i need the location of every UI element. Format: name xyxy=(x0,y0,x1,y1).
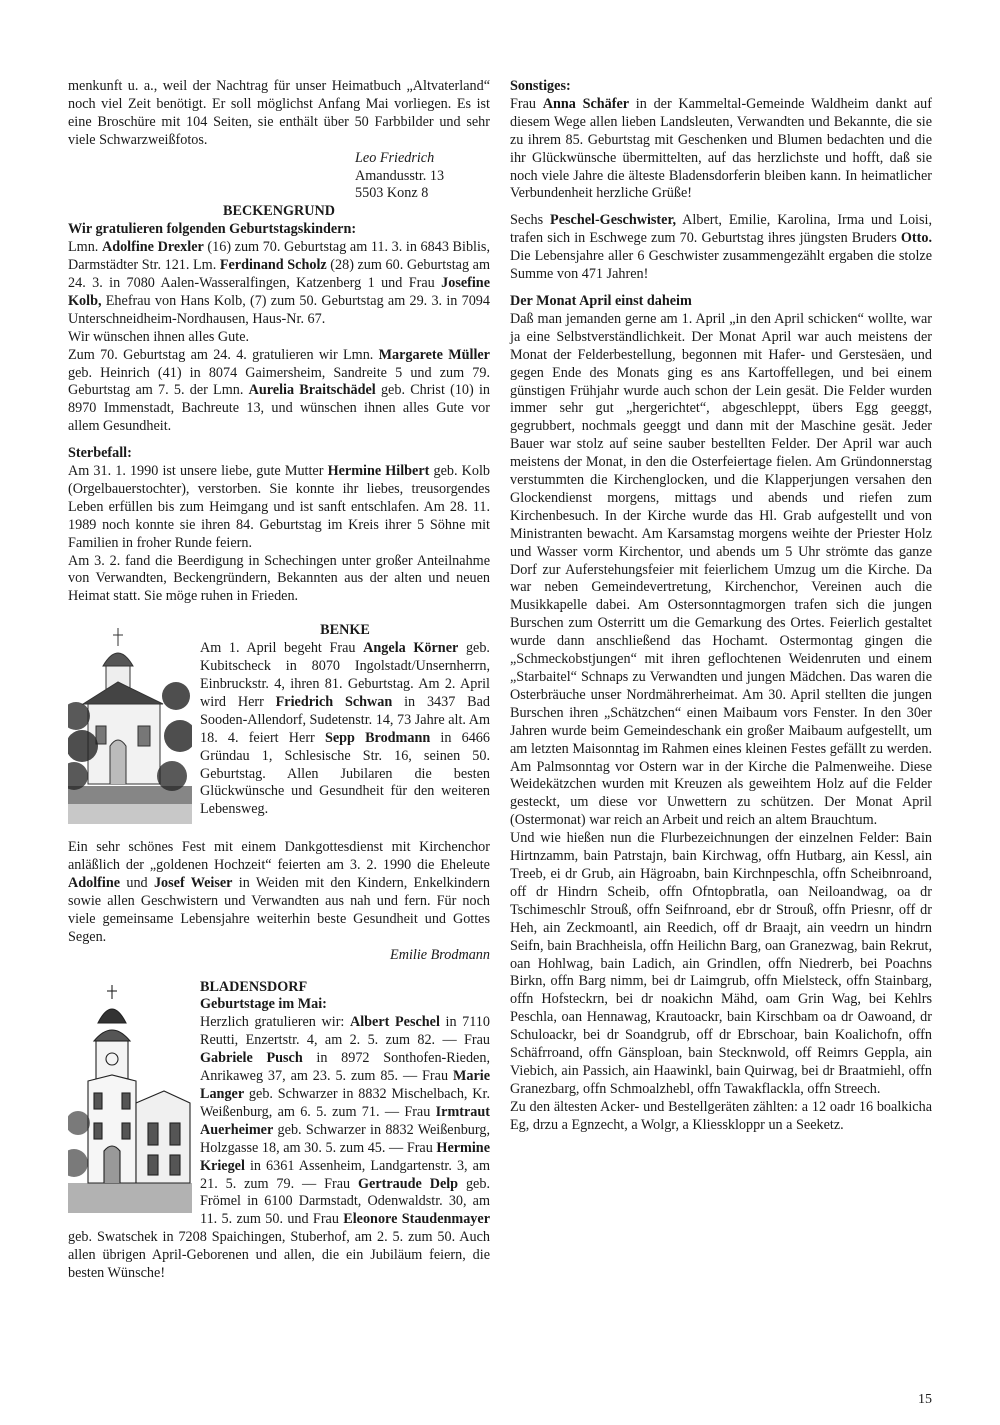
benke-section xyxy=(68,622,490,830)
beckengrund-paragraph-1: Lmn. Adolfine Drexler (16) zum 70. Geburtstag am 11. 3. in 6843 Biblis, Darmstädter Str. 121. Lm. Ferdinand Scholz (28) zum 60. Geburtstag am 24. 3. in 7080 Aalen-Wasseralfingen, Katzenberg 1 und Frau Josefine Kolb, Ehefrau von Hans Kolb, (7) zum 50. Geburtstag am 29. 3. in 7094 Unterschneidheim-Nordhausen, Haus-Nr. 67. xyxy=(68,239,490,327)
april-paragraph-2: Und wie hießen nun die Flurbezeichnungen der einzelnen Felder: Bain Hirtnzamm, bain Patrstajn, bain Kirchwag, offn Hutbarg, ain Kessl, ain Treeb, ei dr Grub, ain Hägroabn, bain Kirchnpeschla, offn Scheibnroand, off dr Hindrn Scheib, offn Ofntopbratla, oan Neiloandwag, oa dr Tschimeschlr Strouß, offn Seifnroand, ebr dr Strouß, offn Priesnr, off dr Heh, ain Zeckmoantl, ain Reedich, off dr Braajt, ain veedrn un hindrn Seifn, bain Brachheisla, offn Heilichn Barg, oan Granezwag, bain Rekrut, oan Hohlwag, bain Ladich, ain Grindlen, offn Niedrerb, bei Poachns Birkn, offn Barg nimm, bei dr Laimgrub, offn Mielsteck, offn Stainbarg, offn Hofsteckrn, bei dr noakichn Mähd, oam Grin Wag, bei Kehlrs Peschla, oan Hennawag, Krautoackr, bain Kirschbam oa dr Oawoand, dr Schuloackr, bei dr Soandgrub, off dr Ebrschoar, bain Koalichofn, offn Schäfrroand, offn Gänsploan, bain Stecknwold, off Reimrs Geppla, ain Viebich, ain Passich, ain Haawinkl, bain Quirwag, bei dr Braatmiehl, offn Granezbarg, offn Schmoalzhebl, offn Tawakflackla, offn Streech. xyxy=(510,830,932,1097)
intro-paragraph: menkunft u. a., weil der Nachtrag für unser Heimatbuch „Altvaterland“ noch viel Zeit benötigt. Er soll möglichst Anfang Mai vorliegen. Es ist eine Broschüre mit 104 Seiten, sie enthält über 50 Farbbilder und sehr viele Schwarzweißfotos. xyxy=(68,78,490,148)
right-column xyxy=(510,78,932,1135)
april-paragraph-1: Daß man jemanden gerne am 1. April „in den April schicken“ wollte, war ja eine Selbstverständlichkeit. Der Monat April war auch meistens der Monat der Felderbestellung, begonnen mit Hafer- und Gerstesäen, und gegen Ende des Monats ging es ans Kartoffellegen, und bei einem günstigen Frühjahr wurde auch schon der Lein gesät. Die Felder wurden immer sehr gut „hergerichtet“, abgeschleppt, übers Egg geeggt, gegrubbert, nochmals geeggt und dann mit der Maschine gesät. Jeder Bauer war stolz auf seine sauber bestellten Felder. Der April war auch meistens der Monat, in den die Osterfeiertage fielen. Am Gründonnerstag verstummten die Kirchenglocken, und die Klapperjungen versahen den Glockendienst morgens, mittags und abends und riefen zum Kirchenbesuch. In der Kirche wurde das Hl. Grab aufgestellt und von Ministranten bewacht. Am Karsamstag morgens weihte der Priester Holz und Wasser vorm Kirchentor, und abends um 5 Uhr strömte das ganze Dorf zur Auferstehungsfeier mit feierlichem Umzug um die Kirche. Da war neben Gemeindevertretung, Kirchenchor, Vereinen auch die Musikkapelle dabei. Am Ostersonntagmorgen trafen sich die jungen Burschen zum Osterritt um die Gemarkung des Ortes. Feierlich gestaltet wurde dann anschließend das Hochamt. Ostermontag gingen die „Schmeckobstjungen“ mit ihren geflochtenen Weidenruten und einem „Starbaitel“ Schnaps zu Verwandten und jungen Mädchen. Das waren die Osterbräuche unser Nordmährerheimat. Am 30. April stellten die jungen Burschen ihren „Schätzchen“ einen Maibaum vors Fenster. In den 30er Jahren wurde beim Gemeindeschank ein großer Maibaum aufgestellt, um am letzten Maisonntag im Rahmen eines kleinen Festes gefällt zu werden. Am Palmsonntag vor Ostern war in der Kirche die Palmenweihe. Diese Weidekätzchen wurden mit Kreuzen als geweihtem Holz auf die Felder gesteckt, um diese vor Unwettern zu schützen. Der Monat April (Ostermonat) war reich an Arbeit und reich an altem Brauchtum. xyxy=(510,310,932,829)
benke-paragraph-1: Am 1. April begeht Frau Angela Körner geb. Kubitscheck in 8070 Ingolstadt/Unsernherrn, Einbruckstr. 4, ihren 81. Geburtstag. Am 2. April wird Herr Friedrich Schwan in 3437 Bad Sooden-Allendorf, Sudetenstr. 14, 73 Jahre alt. Am 18. 4. feiert Herr Sepp Brodmann in 6466 Gründau 1, Schlesische Str. 16, seinen 50. Geburtstag. Allen Jubilaren die besten Glückwünsche und Gesundheit für den weiteren Lebensweg. xyxy=(200,640,491,818)
sterbefall-paragraph-1: Am 31. 1. 1990 ist unsere liebe, gute Mutter Hermine Hilbert geb. Kolb (Orgelbauerstochter), verstorben. Sie konnte ihr liebes, treusorgendes Leben erfüllen bis zum Heimgang und ist sanft entschlafen. Am 28. 11. 1989 noch konnte sie ihren 84. Geburtstag im Kreis ihrer 5 Söhne mit Familien in froher Runde feiern. xyxy=(68,463,490,551)
signature-city: 5503 Konz 8 xyxy=(355,185,429,202)
heading-bladensdorf: BLADENSDORF xyxy=(200,978,308,995)
benke-signature: Emilie Brodmann xyxy=(390,946,490,963)
church-illustration xyxy=(68,983,192,1219)
subheading-may-birthdays: Geburtstage im Mai: xyxy=(200,996,327,1013)
left-column xyxy=(68,78,490,1283)
chapel-illustration xyxy=(68,626,192,830)
heading-april: Der Monat April einst daheim xyxy=(510,292,692,309)
sonstiges-paragraph-2: Sechs Peschel-Geschwister, Albert, Emilie, Karolina, Irma und Loisi, trafen sich in Eschwege zum 70. Geburtstag ihres jüngsten Bruders Otto. Die Lebensjahre aller 6 Geschwister zusammengezählt ergaben die stolze Summe von 471 Jahren! xyxy=(510,212,932,283)
signature-block xyxy=(355,150,490,204)
signature-name: Leo Friedrich xyxy=(355,149,435,166)
beckengrund-paragraph-3: Zum 70. Geburtstag am 24. 4. gratulieren wir Lmn. Margarete Müller geb. Heinrich (41) in 8074 Gaimersheim, Sandreite 5 und zum 79. Geburtstag am 7. 5. der Lmn. Aurelia Braitschädel geb. Christ (10) in 8970 Immenstadt, Bachreute 13, und wünschen ihnen alles Gute vor allem Gesundheit. xyxy=(68,346,491,435)
signature-street: Amandusstr. 13 xyxy=(355,167,445,184)
bladensdorf-section xyxy=(68,979,490,1283)
page-number: 15 xyxy=(918,1392,932,1407)
beckengrund-paragraph-2: Wir wünschen ihnen alles Gute. xyxy=(68,328,250,345)
heading-benke: BENKE xyxy=(320,622,370,639)
heading-beckengrund: BECKENGRUND xyxy=(223,203,335,220)
bladensdorf-paragraph: Herzlich gratulieren wir: Albert Peschel in 7110 Reutti, Enzertstr. 4, am 2. 5. zum 82. — Frau Gabriele Pusch in 8972 Sonthofen-Rieden, Anrikaweg 37, am 23. 5. zum 85. — Frau Marie Langer geb. Schwarzer in 8832 Mischelbach, Kr. Weißenburg, am 6. 5. zum 71. — Frau Irmtraut Auerheimer geb. Schwarzer in 8832 Weißenburg, Holzgasse 18, am 30. 5. zum 45. — Frau Hermine Kriegel in 6361 Assenheim, Landgartenstr. 3, am 21. 5. zum 79. — Frau Gertraude Delp geb. Frömel in 6100 Darmstadt, Odenwaldstr. 30, am 11. 5. zum 50. und Frau Eleonore Staudenmayer geb. Swatschek in 7208 Spaichingen, Stuberhof, am 2. 5. zum 50. Auch allen übrigen April-Geborenen und allen, die ein Jubiläum feiern, die besten Wünsche! xyxy=(68,1014,490,1282)
heading-sterbefall: Sterbefall: xyxy=(68,445,132,462)
heading-sonstiges: Sonstiges: xyxy=(510,78,571,94)
sonstiges-paragraph-1: Frau Anna Schäfer in der Kammeltal-Gemeinde Waldheim dankt auf diesem Wege allen lieben Landsleuten, Verwandten und Bekannte, die sie zu ihrem 85. Geburtstag mit Geschenken und Blumen bedachten und die ihr Glückwünsche übermittelten, auf das herzlichste und hofft, daß sie noch viele Jahre die älteste Bladensdorferin bleiben kann. In heimatlicher Verbundenheit herzliche Grüße! xyxy=(510,95,932,202)
subheading-birthdays: Wir gratulieren folgenden Geburtstagskindern: xyxy=(68,221,357,238)
benke-paragraph-2: Ein sehr schönes Fest mit einem Dankgottesdienst mit Kirchenchor anläßlich der „goldenen Hochzeit“ feierten am 3. 2. 1990 die Eheleute Adolfine und Josef Weiser in Weiden mit den Kindern, Enkelkindern sowie allen Geschwistern und Verwandten aus nah und fern. Für noch viele gemeinsame Lebensjahre weiterhin beste Gesundheit und Gottes Segen. xyxy=(68,839,490,945)
april-paragraph-3: Zu den ältesten Acker- und Bestellgeräten zählten: a 12 oadr 16 boalkicha Eg, drzu a Egnzecht, a Wolgr, a Kliesskloppr un a Seeketz. xyxy=(510,1098,932,1133)
sterbefall-paragraph-2: Am 3. 2. fand die Beerdigung in Schechingen unter großer Anteilnahme von Verwandten, Beckengründern, Bekannten aus der alten und neuen Heimat statt. Sie möge ruhen in Frieden. xyxy=(68,552,490,605)
